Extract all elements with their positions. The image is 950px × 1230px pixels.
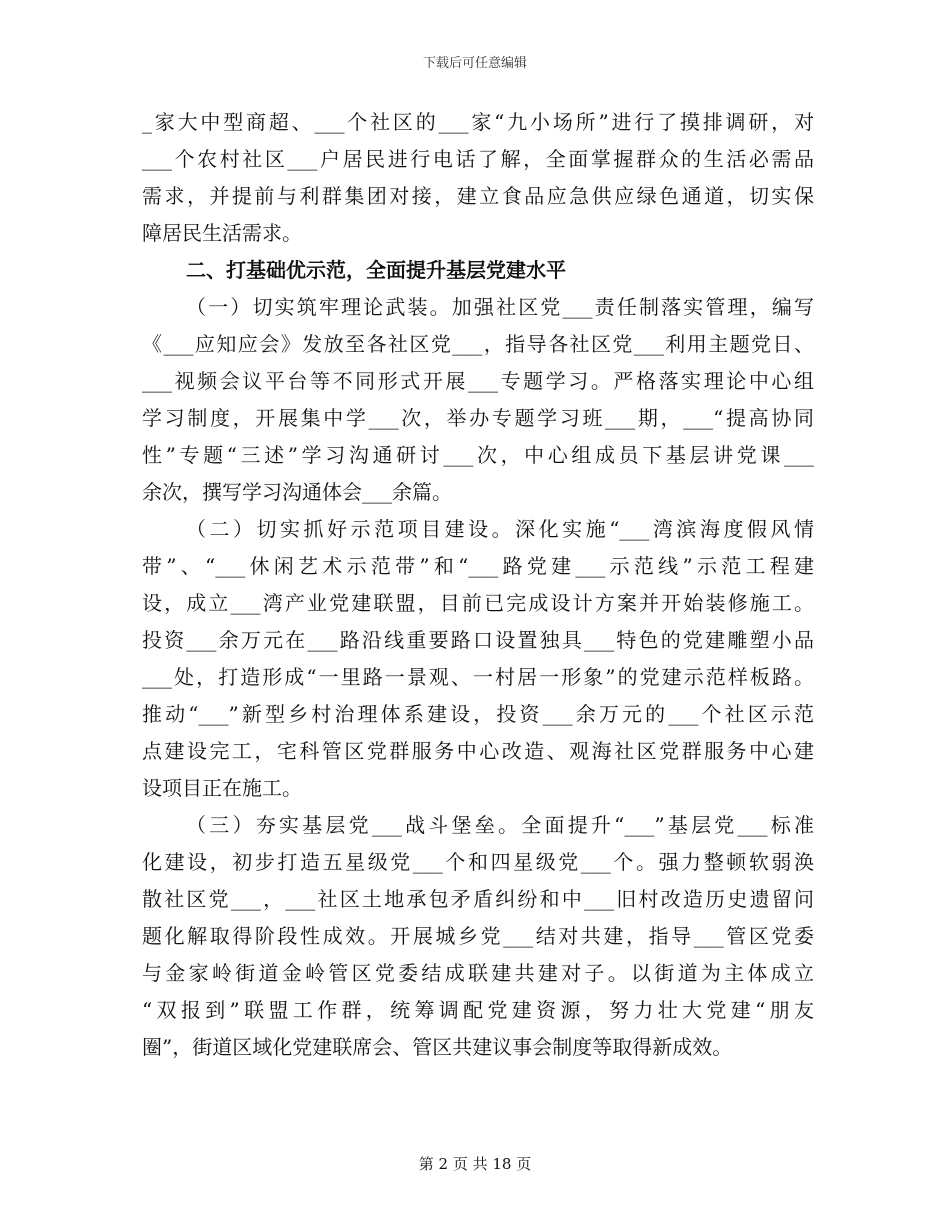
text-line: 带”、“___休闲艺术示范带”和“___路党建___示范线”示范工程建: [142, 554, 814, 578]
paragraph-theory: [142, 289, 814, 511]
text-line: ___处，打造形成“一里路一景观、一村居一形象”的党建示范样板路。: [142, 665, 814, 689]
text-line: _家大中型商超、___个社区的___家“九小场所”进行了摸排调研，对: [142, 110, 814, 134]
text-line: 余次，撰写学习沟通体会___余篇。: [142, 480, 452, 504]
text-line: （一）切实筑牢理论武装。加强社区党___责任制落实管理，编写: [186, 295, 814, 319]
text-line: ___视频会议平台等不同形式开展___专题学习。严格落实理论中心组: [142, 369, 814, 393]
text-line: 需求，并提前与利群集团对接，建立食品应急供应绿色通道，切实保: [142, 184, 814, 208]
text-line: 推动“___”新型乡村治理体系建设，投资___余万元的___个社区示范: [142, 702, 814, 726]
paragraph-grassroots: [142, 807, 814, 1066]
text-line: （三）夯实基层党___战斗堡垒。全面提升“___”基层党___标准: [186, 813, 814, 837]
page-header: 下载后可任意编辑: [422, 56, 527, 71]
text-line: 学习制度，开展集中学___次，举办专题学习班___期，___“提高协同: [142, 406, 814, 430]
text-line: 圈”，街道区域化党建联席会、管区共建议事会制度等取得新成效。: [142, 1035, 733, 1059]
text-line: 设，成立___湾产业党建联盟，目前已完成设计方案并开始装修施工。: [142, 591, 814, 615]
text-line: 设项目正在施工。: [142, 776, 302, 800]
text-line: ___个农村社区___户居民进行电话了解，全面掌握群众的生活必需品: [142, 147, 814, 171]
text-line: 与金家岭街道金岭管区党委结成联建共建对子。以街道为主体成立: [142, 961, 814, 985]
text-line: 性”专题“三述”学习沟通研讨___次，中心组成员下基层讲党课___: [142, 443, 814, 467]
text-line: 散社区党___，___社区土地承包矛盾纠纷和中___旧村改造历史遗留问: [142, 887, 814, 911]
text-line: 化建设，初步打造五星级党___个和四星级党___个。强力整顿软弱涣: [142, 850, 814, 874]
document-body: [142, 104, 814, 1066]
section-heading-text: 二、打基础优示范，全面提升基层党建水平: [186, 258, 566, 282]
paragraph-demonstration: [142, 511, 814, 807]
text-line: 点建设完工，宅科管区党群服务中心改造、观海社区党群服务中心建: [142, 739, 814, 763]
section-heading: [142, 252, 814, 289]
page-number: 第 2 页 共 18 页: [418, 1155, 532, 1173]
text-line: 投资___余万元在___路沿线重要路口设置独具___特色的党建雕塑小品: [142, 628, 814, 652]
text-line: “双报到”联盟工作群，统筹调配党建资源，努力壮大党建“朋友: [142, 998, 814, 1022]
text-line: （二）切实抓好示范项目建设。深化实施“___湾滨海度假风情: [186, 517, 814, 541]
text-line: 题化解取得阶段性成效。开展城乡党___结对共建，指导___管区党委: [142, 924, 814, 948]
text-line: 《___应知应会》发放至各社区党___，指导各社区党___利用主题党日、: [142, 332, 814, 356]
text-line: 障居民生活需求。: [142, 221, 302, 245]
paragraph-supply: [142, 104, 814, 252]
